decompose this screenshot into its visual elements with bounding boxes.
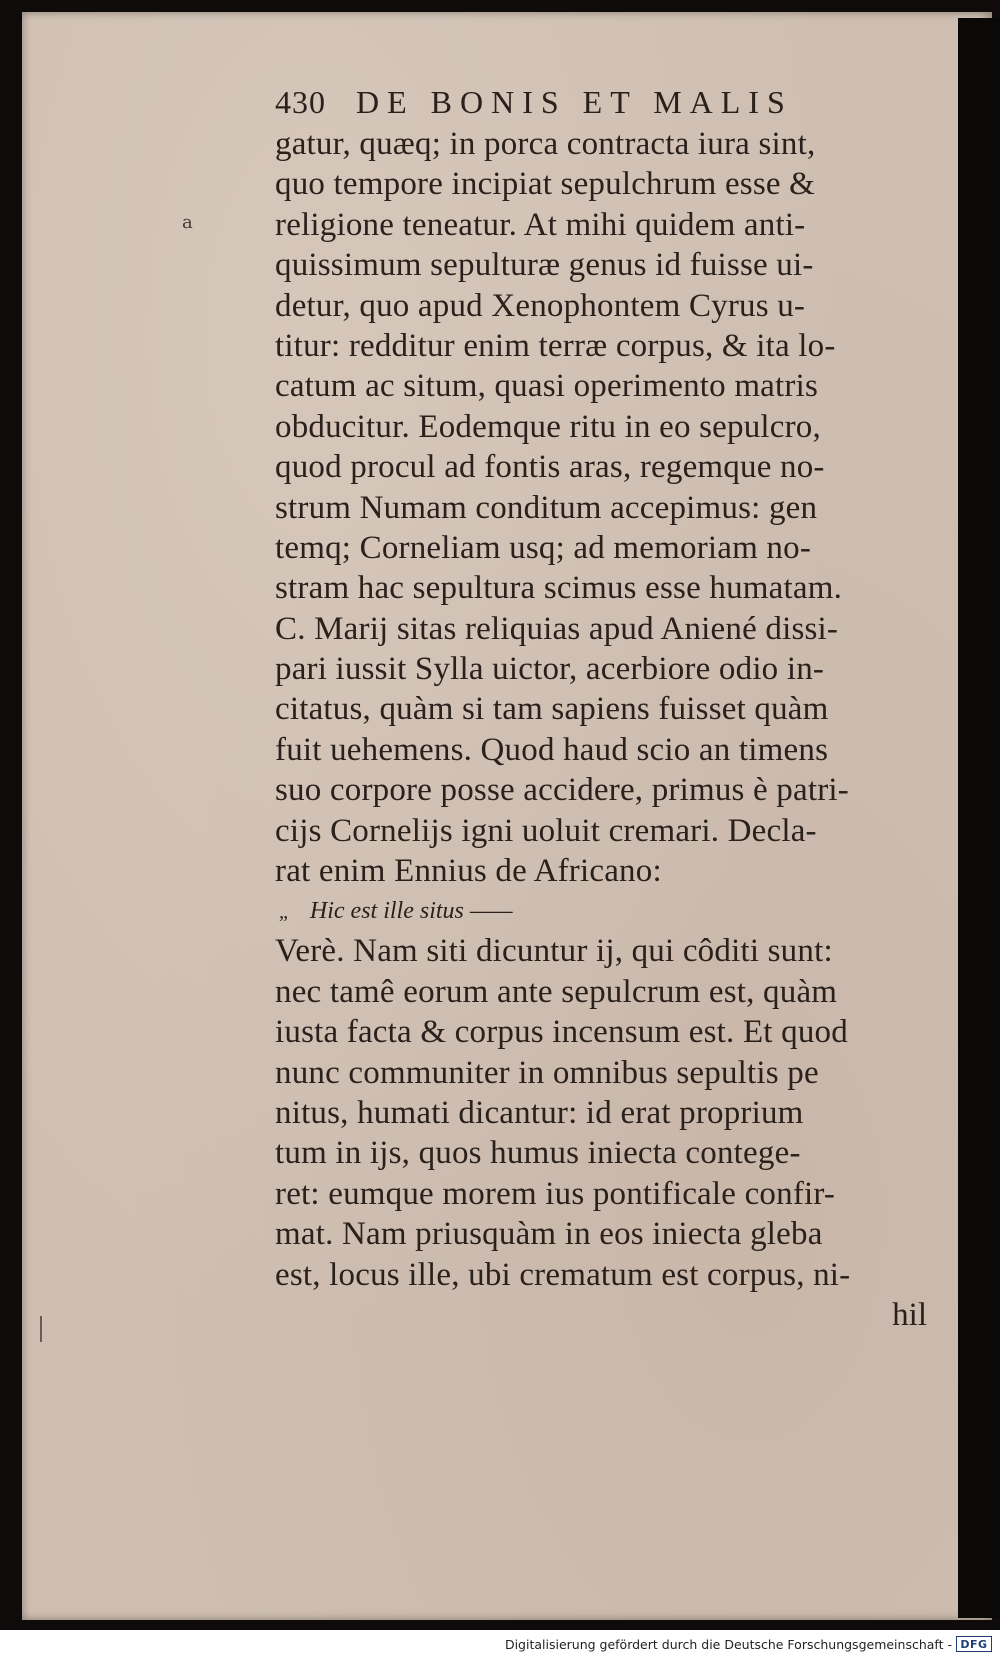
body-paragraph-2	[275, 931, 935, 1295]
text-line: titur: redditur enim terræ corpus, & ita lo-	[275, 327, 836, 364]
text-line: nunc communiter in omnibus sepultis pe	[275, 1054, 819, 1091]
verse-quote	[275, 891, 935, 931]
text-line: C. Marij sitas reliquias apud Aniené dissi-	[275, 610, 839, 647]
text-line: est, locus ille, ubi crematum est corpus, ni-	[275, 1256, 851, 1293]
text-line: rat enim Ennius de Africano:	[275, 853, 662, 890]
margin-mark	[40, 1316, 42, 1342]
text-line: cijs Cornelijs igni uoluit cremari. Decla-	[275, 812, 817, 849]
text-line: stram hac sepultura scimus esse humatam.	[275, 570, 843, 607]
text-line: strum Numam conditum accepimus: gen	[275, 489, 818, 526]
text-line: religione teneatur. At mihi quidem anti-	[275, 206, 806, 243]
text-line: citatus, quàm si tam sapiens fuisset quàm	[275, 691, 829, 728]
text-line: quo tempore incipiat sepulchrum esse &	[275, 166, 816, 203]
quote-text: Hic est ille situs ——	[309, 898, 513, 925]
footer-bar	[0, 1630, 1000, 1659]
text-line: temq; Corneliam usq; ad memoriam no-	[275, 529, 812, 566]
text-line: quod procul ad fontis aras, regemque no-	[275, 449, 825, 486]
funding-credit: Digitalisierung gefördert durch die Deutsche Forschungsgemeinschaft -	[504, 1637, 952, 1652]
text-line: quissimum sepulturæ genus id fuisse ui-	[275, 247, 814, 284]
text-line: gatur, quæq; in porca contracta iura sint,	[275, 126, 816, 162]
page-gutter	[958, 18, 1000, 1618]
text-block	[275, 82, 935, 1335]
text-line: detur, quo apud Xenophontem Cyrus u-	[275, 287, 806, 324]
catchword: hil	[892, 1296, 927, 1333]
body-paragraph-1	[275, 124, 935, 891]
dfg-logo: DFG	[956, 1636, 992, 1652]
text-line: pari iussit Sylla uictor, acerbiore odio in-	[275, 651, 825, 688]
text-line: catum ac situm, quasi operimento matris	[275, 368, 819, 405]
running-header	[275, 82, 935, 124]
text-line: suo corpore posse accidere, primus è patri-	[275, 772, 849, 809]
margin-note: a	[182, 212, 193, 233]
text-line: nitus, humati dicantur: id erat proprium	[275, 1094, 804, 1131]
running-title: DE BONIS ET MALIS	[356, 84, 793, 120]
page-number: 430	[275, 84, 326, 120]
text-line: mat. Nam priusquàm in eos iniecta gleba	[275, 1216, 823, 1253]
text-line: ret: eumque morem ius pontificale confir-	[275, 1175, 836, 1212]
text-line: tum in ijs, quos humus iniecta contege-	[275, 1135, 801, 1172]
text-line: nec tamê eorum ante sepulcrum est, quàm	[275, 973, 838, 1010]
text-line: fuit uehemens. Quod haud scio an timens	[275, 731, 829, 768]
text-line: Verè. Nam siti dicuntur ij, qui côditi sunt:	[275, 933, 833, 970]
text-line: iusta facta & corpus incensum est. Et quod	[275, 1014, 848, 1051]
text-line: obducitur. Eodemque ritu in eo sepulcro,	[275, 408, 821, 445]
quote-mark: „	[279, 901, 288, 924]
